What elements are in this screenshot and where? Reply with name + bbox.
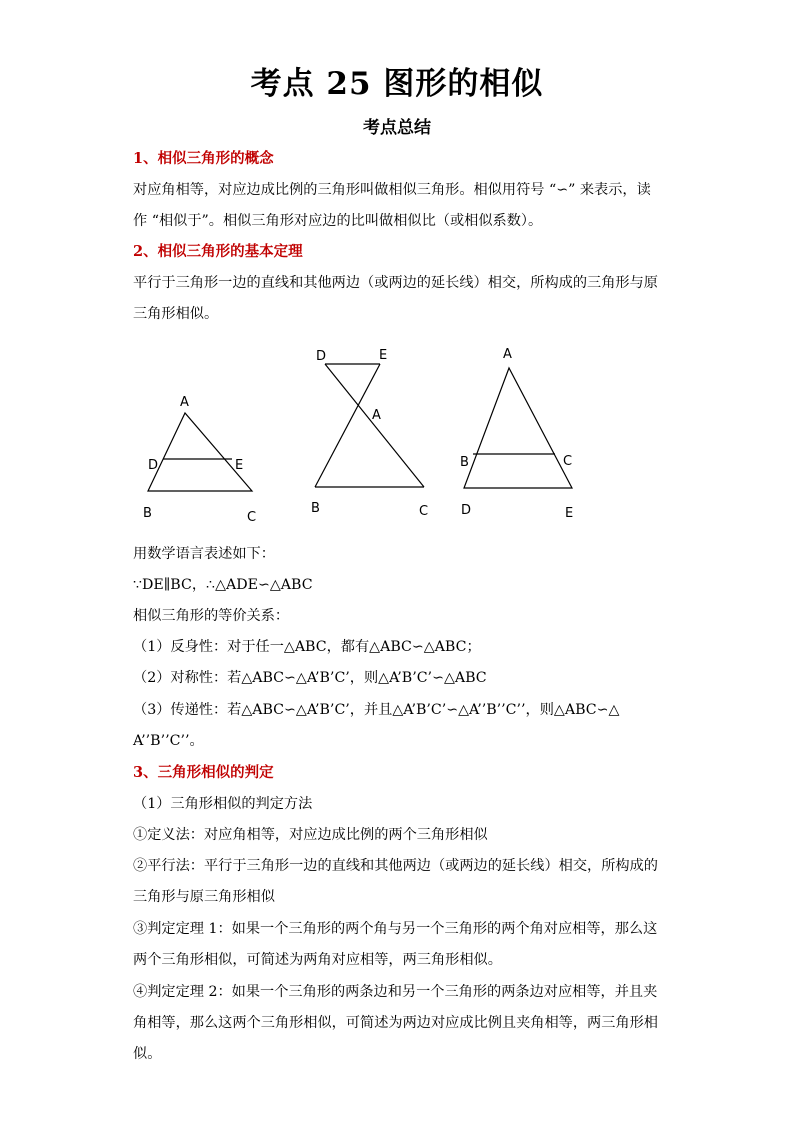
section2-after-line-5: （2）对称性：若△ABC∽△A’B’C’，则△A’B’C’∽△ABC <box>133 670 487 686</box>
figure-2-triangles <box>315 364 424 487</box>
section3-line-6: 两个三角形相似，可简述为两角对应相等，两三角形相似。 <box>133 952 502 968</box>
figure-2-label-a: A <box>372 408 381 423</box>
section3-line-1: （1）三角形相似的判定方法 <box>133 796 313 812</box>
figure-1-label-d: D <box>148 458 159 473</box>
section2-line-2: 三角形相似。 <box>133 306 219 322</box>
figure-1-label-a: A <box>180 395 189 410</box>
figure-2-eb-line <box>315 364 380 487</box>
section2-after-line-3: 相似三角形的等价关系： <box>133 608 290 624</box>
section3-line-2: ①定义法：对应角相等，对应边成比例的两个三角形相似 <box>133 827 488 843</box>
section3-line-5: ③判定定理 1：如果一个三角形的两个角与另一个三角形的两个角对应相等，那么这 <box>133 921 658 937</box>
section1-line-2: 作 “相似于”。相似三角形对应边的比叫做相似比（或相似系数）。 <box>133 213 543 229</box>
page-subtitle: 考点总结 <box>363 118 431 138</box>
section1-line-1: 对应角相等，对应边成比例的三角形叫做相似三角形。相似用符号 “∽” 来表示，读 <box>133 182 651 198</box>
section2-heading: 2、相似三角形的基本定理 <box>133 243 303 260</box>
figure-3-triangle <box>464 368 572 488</box>
section3-line-4: 三角形与原三角形相似 <box>133 889 275 905</box>
figure-3-label-e: E <box>565 506 574 521</box>
section3-line-3: ②平行法：平行于三角形一边的直线和其他两边（或两边的延长线）相交，所构成的 <box>133 858 658 874</box>
figure-3-label-b: B <box>460 455 469 470</box>
section1-heading: 1、相似三角形的概念 <box>133 150 274 167</box>
section2-after-line-7: A’’B’’C’’。 <box>133 733 204 749</box>
figure-1-outer-triangle <box>148 413 252 491</box>
section2-after-line-2: ∵DE∥BC，∴△ADE∽△ABC <box>133 577 313 593</box>
figure-1-triangle <box>148 413 252 491</box>
section3-line-8: 角相等，那么这两个三角形相似，可简述为两边对应成比例且夹角相等，两三角形相 <box>133 1015 658 1031</box>
figure-2-label-c: C <box>419 504 429 519</box>
figure-1-label-b: B <box>143 506 152 521</box>
section2-line-1: 平行于三角形一边的直线和其他两边（或两边的延长线）相交，所构成的三角形与原 <box>133 275 658 291</box>
figure-3-label-d: D <box>461 503 472 518</box>
section3-heading: 3、三角形相似的判定 <box>133 764 274 781</box>
section2-after-line-4: （1）反身性：对于任一△ABC，都有△ABC∽△ABC； <box>133 639 481 655</box>
section2-after-line-6: （3）传递性：若△ABC∽△A’B’C’，并且△A’B’C’∽△A’’B’’C’’，则△ABC∽△ <box>133 702 620 718</box>
figure-2-label-b: B <box>311 501 320 516</box>
figure-1-label-c: C <box>247 510 257 525</box>
page-title: 考点 25 图形的相似 <box>250 66 544 102</box>
figure-1-label-e: E <box>235 458 244 473</box>
figure-3-outer-triangle <box>464 368 572 488</box>
section2-after-line-1: 用数学语言表述如下： <box>133 546 275 562</box>
figure-2-dc-line <box>325 364 424 487</box>
figure-3-label-c: C <box>563 454 573 469</box>
figure-3-label-a: A <box>503 347 512 362</box>
figure-2-label-e: E <box>379 348 388 363</box>
section3-line-9: 似。 <box>133 1046 162 1062</box>
section3-line-7: ④判定定理 2：如果一个三角形的两条边和另一个三角形的两条边对应相等，并且夹 <box>133 984 658 1000</box>
figure-2-label-d: D <box>316 349 327 364</box>
